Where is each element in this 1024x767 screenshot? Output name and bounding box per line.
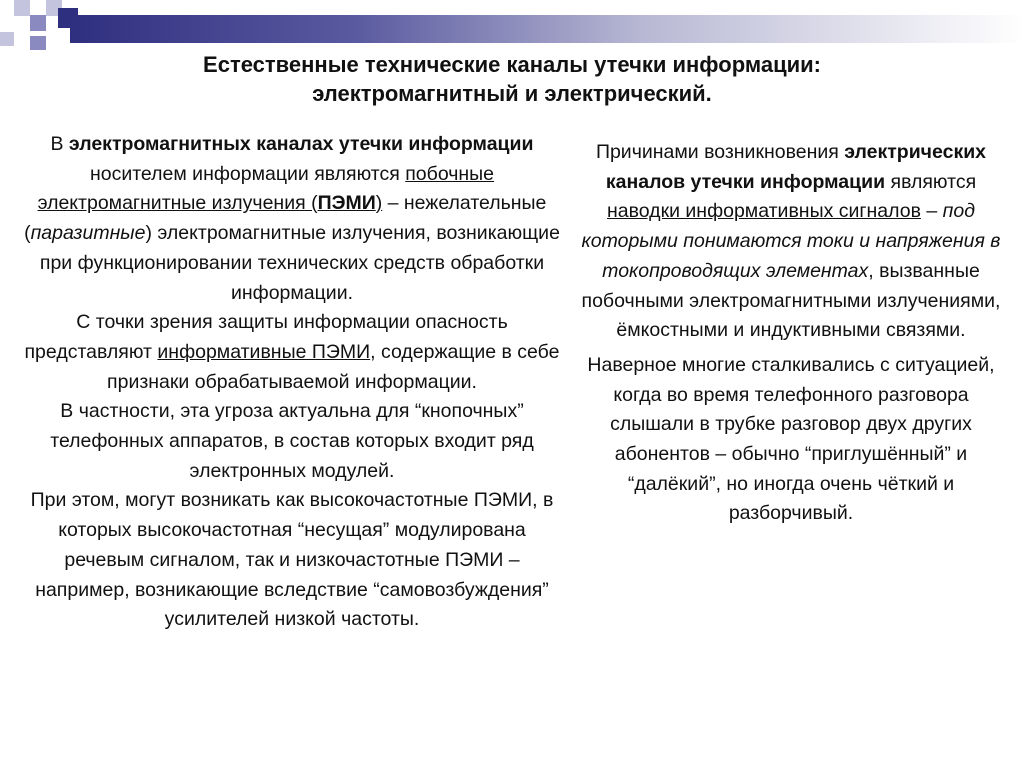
header-gradient-bar: [70, 15, 1024, 43]
decor-square: [30, 15, 46, 31]
underlined-term: информативные ПЭМИ: [157, 340, 371, 363]
text-run: , содержащие в себе признаки обрабатываемой информации.: [107, 340, 560, 393]
right-column: [578, 138, 1004, 529]
left-column: [18, 130, 566, 635]
paragraph: При этом, могут возникать как высокочастотные ПЭМИ, в которых высокочастотная “несущая” модулирована речевым сигналом, так и низкочастотные ПЭМИ – например, возникающие вследствие “самовозбуждения” усилителей низкой частоты.: [30, 489, 554, 631]
underlined-term: побочные электромагнитные излучения (: [37, 162, 495, 215]
underlined-term: ): [375, 192, 383, 215]
paragraph: В частности, эта угроза актуальна для “кнопочных” телефонных аппаратов, в состав которых входит ряд электронных модулей.: [50, 400, 534, 482]
decor-square: [14, 0, 30, 16]
text-run: носителем информации являются: [89, 162, 406, 185]
decor-square: [30, 36, 46, 50]
paragraph: [18, 130, 566, 308]
text-run: – нежелательные (: [24, 192, 547, 245]
text-run: , вызванные побочными электромагнитными излучениями, ёмкостными и индуктивными связями.: [581, 259, 1001, 342]
text-run: ) электромагнитные излучения, возникающие при функционировании технических средств обработки информации.: [39, 222, 560, 304]
italic-term: под которыми понимаются токи и напряжения в токопроводящих элементах: [581, 200, 1001, 282]
italic-term: паразитные: [30, 222, 146, 245]
text-run: –: [920, 200, 943, 223]
paragraph: [578, 138, 1004, 346]
paragraph: Наверное многие сталкивались с ситуацией, когда во время телефонного разговора слышали в трубке разговор двух других абонентов – обычно “приглушённый” и “далёкий”, но иногда очень чёткий и разборчивый.: [587, 353, 995, 525]
text-run: В: [50, 133, 69, 155]
text-run: Причинами возникновения: [595, 141, 845, 163]
paragraph: [18, 308, 566, 397]
pemi-abbrev: ПЭМИ: [317, 192, 376, 215]
bold-term: электромагнитных каналах утечки информации: [68, 133, 534, 155]
decor-square: [0, 32, 14, 46]
slide-title: [0, 50, 1024, 108]
underlined-term: наводки информативных сигналов: [607, 200, 921, 223]
text-run: С точки зрения защиты информации опасность представляют: [24, 311, 508, 363]
title-line: электромагнитный и электрический.: [312, 81, 712, 106]
bold-term: электрических каналов утечки информации: [605, 141, 987, 193]
text-run: являются: [885, 170, 977, 193]
title-line: Естественные технические каналы утечки информации:: [203, 52, 821, 77]
